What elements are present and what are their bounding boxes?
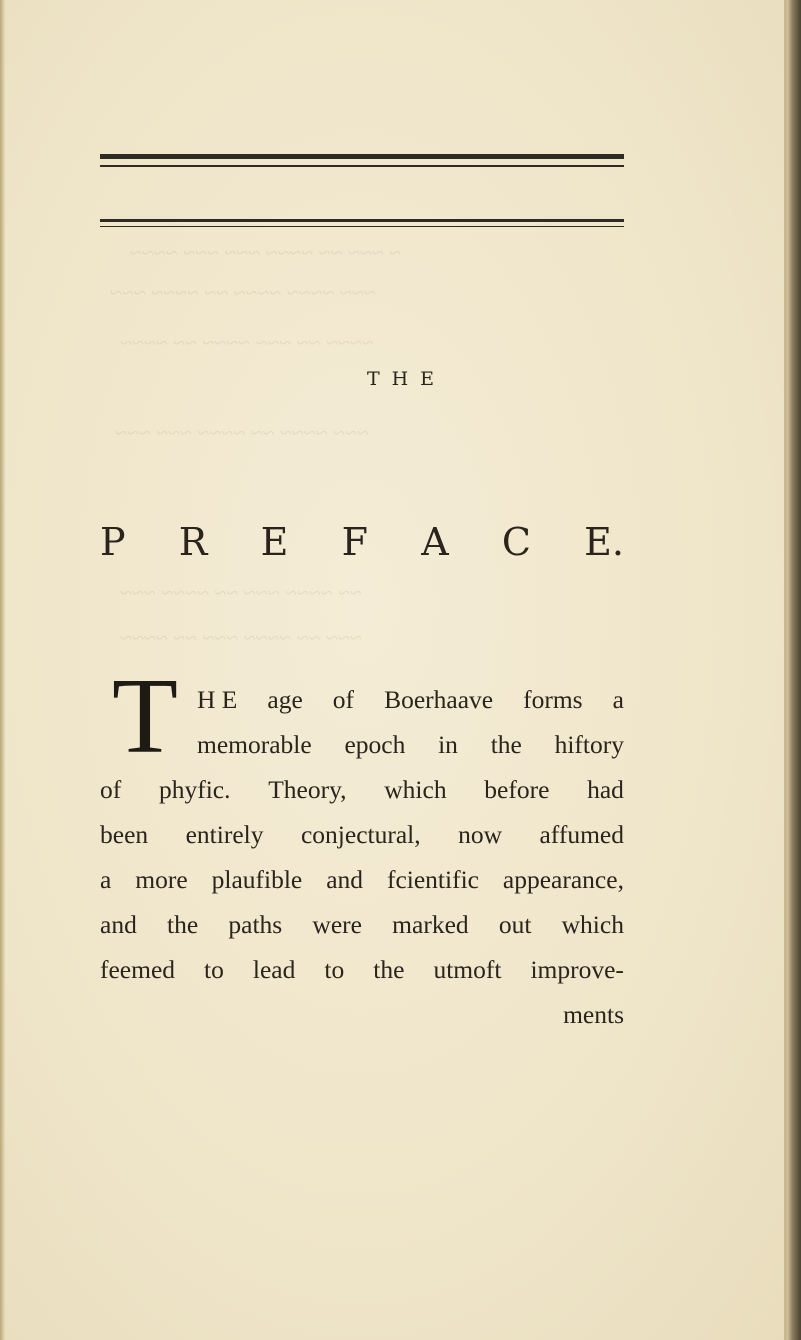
word: memorable	[197, 730, 312, 759]
word: been	[100, 820, 149, 849]
show-through-text: ~~~ ~~~~ ~~~~ ~~ ~~~~ ~~~	[110, 280, 376, 305]
word: which	[561, 910, 624, 939]
heading-letter: C	[501, 520, 531, 564]
word: a	[612, 685, 624, 714]
word: forms	[523, 685, 583, 714]
word: age	[267, 685, 303, 714]
word: phyfic.	[158, 775, 231, 804]
word: and	[100, 910, 137, 939]
word: Theory,	[268, 775, 347, 804]
word: of	[332, 685, 355, 714]
word: out	[498, 910, 532, 939]
word: the	[167, 910, 199, 939]
heading-the: THE	[366, 368, 447, 390]
word: before	[484, 775, 550, 804]
show-through-text: ~~~ ~~ ~~~~ ~~~ ~~ ~~~~	[120, 625, 362, 650]
text-line-2	[197, 725, 624, 765]
word: which	[384, 775, 447, 804]
word: to	[324, 955, 345, 984]
word: the	[373, 955, 405, 984]
word: marked	[392, 910, 469, 939]
word: Boerhaave	[384, 685, 494, 714]
word: utmoft	[433, 955, 502, 984]
word: entirely	[185, 820, 264, 849]
word: hiftory	[554, 730, 624, 759]
word: plaufible	[211, 865, 303, 894]
lower-thin-rule	[100, 226, 624, 227]
word: lead	[252, 955, 296, 984]
word: improve-	[530, 955, 624, 984]
show-through-text: ~~ ~~~~ ~~~ ~~ ~~~~ ~~~	[120, 580, 362, 605]
word: now	[458, 820, 503, 849]
word: had	[587, 775, 624, 804]
text-line-3	[100, 770, 624, 810]
text-line-7	[100, 950, 624, 990]
lower-thick-rule	[100, 219, 624, 222]
word: fcientific	[386, 865, 479, 894]
word: a	[100, 865, 112, 894]
word: to	[204, 955, 224, 984]
word: in	[438, 730, 458, 759]
word: more	[135, 865, 188, 894]
heading-letter: F	[341, 520, 368, 564]
word: the	[490, 730, 522, 759]
word: affumed	[539, 820, 624, 849]
page-left-edge	[0, 0, 5, 1340]
catchword: ments	[563, 1000, 624, 1029]
heading-letter: R	[178, 520, 208, 564]
show-through-text: ~~~ ~~~~ ~~ ~~~~ ~~~ ~~~	[115, 420, 369, 445]
word: H E	[197, 685, 238, 714]
word: of	[100, 775, 122, 804]
show-through-text: ~~~~ ~~ ~~~ ~~~~ ~~ ~~~~	[120, 330, 374, 355]
text-line-5	[100, 860, 624, 900]
drop-cap: T	[112, 657, 178, 776]
heading-letter: E.	[584, 520, 624, 564]
word: were	[312, 910, 362, 939]
heading-letter: A	[421, 520, 449, 564]
word: feemed	[100, 955, 176, 984]
top-thin-rule	[100, 165, 624, 167]
top-thick-rule	[100, 154, 624, 159]
text-line-4	[100, 815, 624, 855]
word: and	[326, 865, 364, 894]
show-through-text: ~ ~~~ ~~ ~~~~ ~~~ ~~~ ~~~~	[130, 240, 402, 265]
word: appearance,	[502, 865, 624, 894]
word: conjectural,	[300, 820, 421, 849]
text-line-6	[100, 905, 624, 945]
binding-shadow	[787, 0, 801, 1340]
word: paths	[228, 910, 283, 939]
heading-letter: E	[260, 520, 289, 564]
heading-preface	[100, 520, 624, 564]
heading-letter: P	[100, 520, 126, 564]
word: epoch	[344, 730, 406, 759]
text-line-1	[197, 680, 624, 720]
